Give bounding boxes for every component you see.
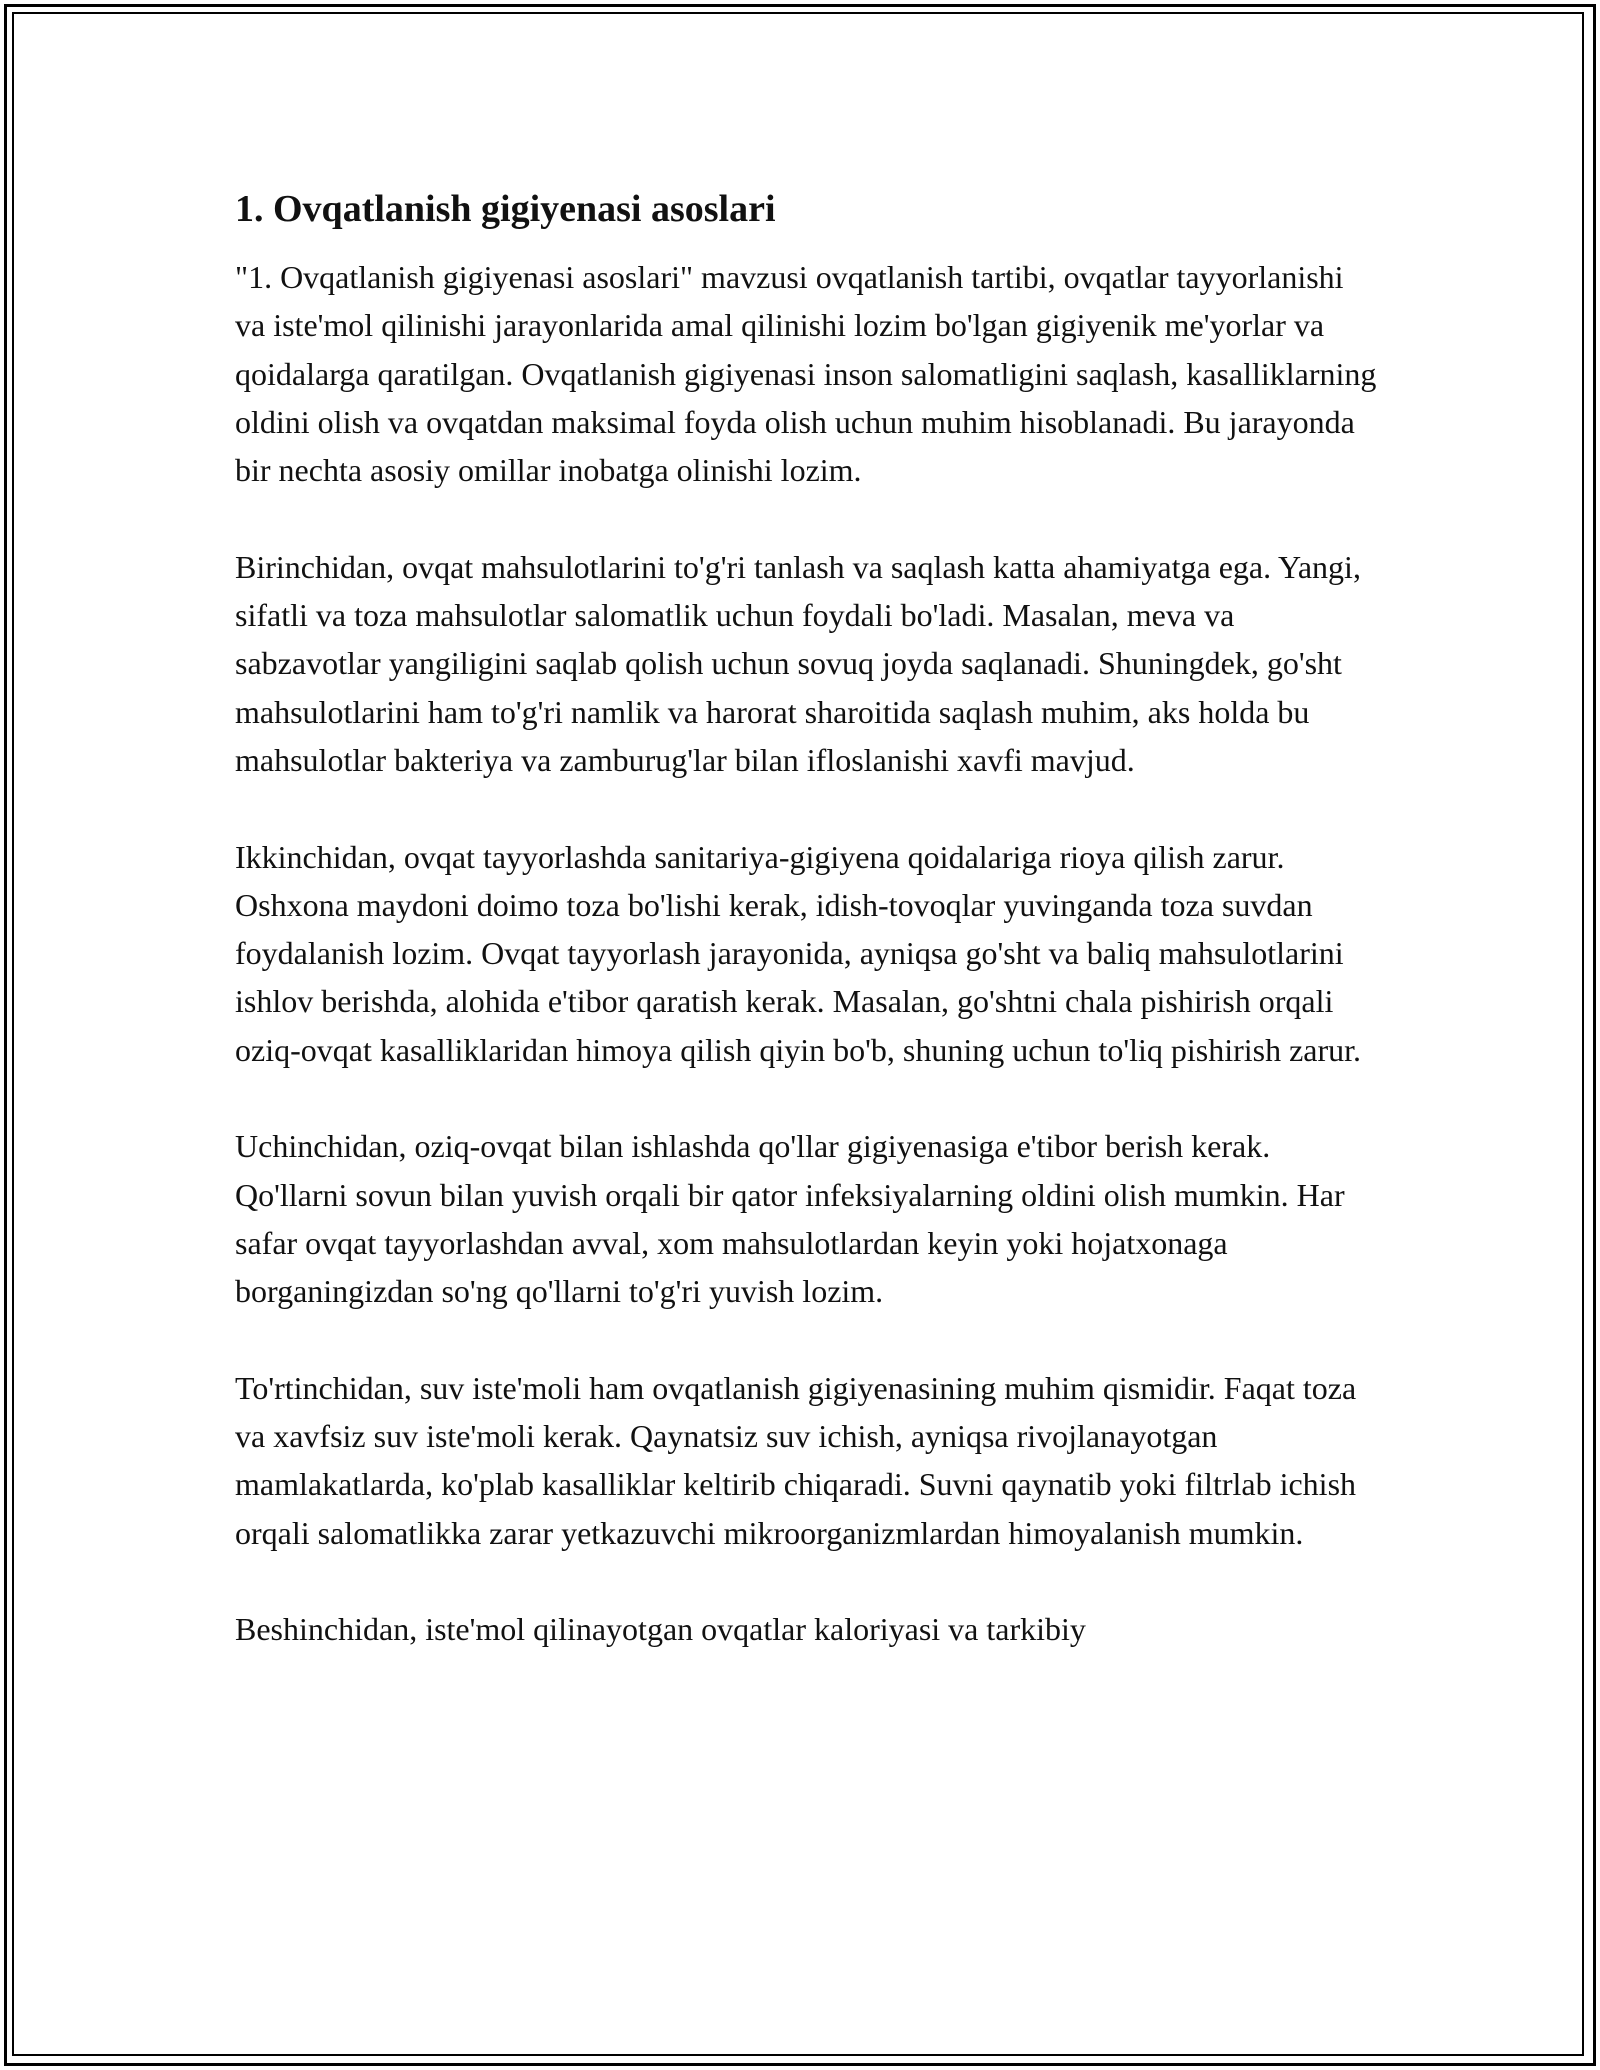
- paragraph-fourth: To'rtinchidan, suv iste'moli ham ovqatlanish gigiyenasining muhim qismidir. Faqat toza va xavfsiz suv iste'moli kerak. Qaynatsiz suv ichish, ayniqsa rivojlanayotgan mamlakatlarda, ko'plab kasalliklar keltirib chiqaradi. Suvni qaynatib yoki filtrlab ichish orqali salomatlikka zarar yetkazuvchi mikroorganizmlardan himoyalanish mumkin.: [235, 1369, 1357, 1551]
- paragraph-fifth: Beshinchidan, iste'mol qilinayotgan ovqatlar kaloriyasi va tarkibiy: [235, 1611, 1086, 1648]
- document-title: 1. Ovqatlanish gigiyenasi asoslari: [235, 188, 776, 230]
- document-body: [235, 185, 1380, 1702]
- paragraph-second: Ikkinchidan, ovqat tayyorlashda sanitariya-gigiyena qoidalariga rioya qilish zarur. Oshxona maydoni doimo toza bo'lishi kerak, idish-tovoqlar yuvinganda toza suvdan foydalanish lozim. Ovqat tayyorlash jarayonida, ayniqsa go'sht va baliq mahsulotlarini ishlov berishda, alohida e'tibor qaratish kerak. Masalan, go'shtni chala pishirish orqali oziq-ovqat kasalliklaridan himoya qilish qiyin bo'b, shuning uchun to'liq pishirish zarur.: [235, 838, 1362, 1068]
- paragraph-first: Birinchidan, ovqat mahsulotlarini to'g'ri tanlash va saqlash katta ahamiyatga ega. Yangi, sifatli va toza mahsulotlar salomatlik uchun foydali bo'ladi. Masalan, meva va sabzavotlar yangiligini saqlab qolish uchun sovuq joyda saqlanadi. Shuningdek, go'sht mahsulotlarini ham to'g'ri namlik va harorat sharoitida saqlash muhim, aks holda bu mahsulotlar bakteriya va zamburug'lar bilan ifloslanishi xavfi mavjud.: [235, 548, 1361, 778]
- paragraph-third: Uchinchidan, oziq-ovqat bilan ishlashda qo'llar gigiyenasiga e'tibor berish kerak. Qo'llarni sovun bilan yuvish orqali bir qator infeksiyalarning oldini olish mumkin. Har safar ovqat tayyorlashdan avval, xom mahsulotlardan keyin yoki hojatxonaga borganingizdan so'ng qo'llarni to'g'ri yuvish lozim.: [235, 1128, 1345, 1310]
- paragraph-intro: "1. Ovqatlanish gigiyenasi asoslari" mavzusi ovqatlanish tartibi, ovqatlar tayyorlanishi va iste'mol qilinishi jarayonlarida amal qilinishi lozim bo'lgan gigiyenik me'yorlar va qoidalarga qaratilgan. Ovqatlanish gigiyenasi inson salomatligini saqlash, kasalliklarning oldini olish va ovqatdan maksimal foyda olish uchun muhim hisoblanadi. Bu jarayonda bir nechta asosiy omillar inobatga olinishi lozim.: [235, 259, 1377, 489]
